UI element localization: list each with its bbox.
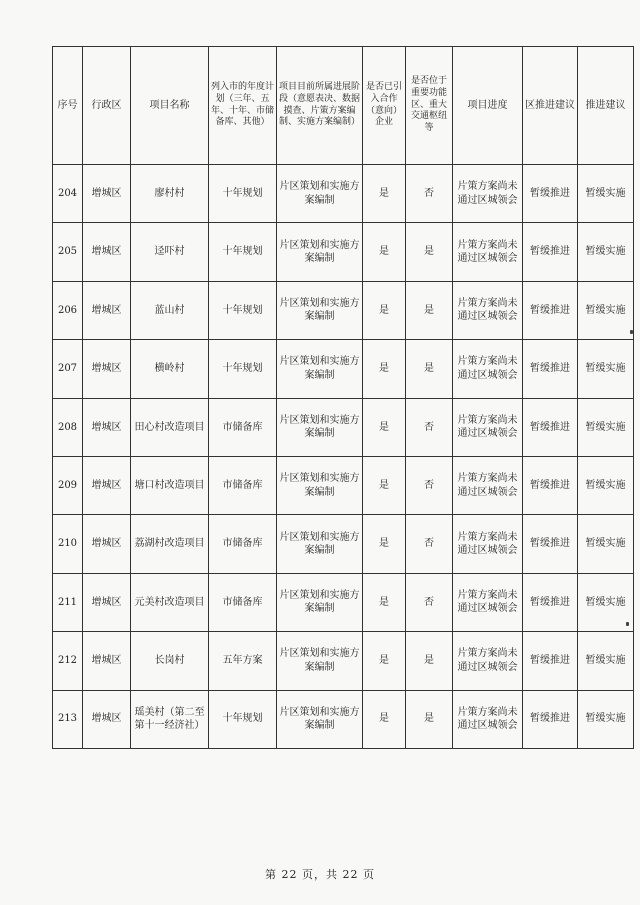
cell-name: 塘口村改造项目 (131, 456, 209, 514)
header-cooperation: 是否已引入合作（意向）企业 (363, 47, 406, 165)
cell-seq: 205 (53, 223, 83, 281)
cell-seq: 208 (53, 398, 83, 456)
header-progress: 项目进度 (453, 47, 523, 165)
cell-seq: 211 (53, 573, 83, 631)
cell-district: 增城区 (83, 398, 131, 456)
cell-district-advice: 暂缓推进 (523, 223, 578, 281)
cell-name: 元美村改造项目 (131, 573, 209, 631)
cell-stage: 片区策划和实施方案编制 (277, 456, 363, 514)
cell-cooperation: 是 (363, 690, 406, 748)
table-row (53, 456, 634, 514)
cell-district: 增城区 (83, 690, 131, 748)
table-row (53, 573, 634, 631)
page-footer: 第 22 页，共 22 页 (265, 868, 375, 881)
table-row (53, 690, 634, 748)
cell-name: 长岗村 (131, 632, 209, 690)
cell-stage: 片区策划和实施方案编制 (277, 690, 363, 748)
cell-progress: 片策方案尚未通过区城领会 (453, 165, 523, 223)
cell-key-zone: 是 (406, 340, 453, 398)
cell-district-advice: 暂缓推进 (523, 281, 578, 339)
cell-stage: 片区策划和实施方案编制 (277, 573, 363, 631)
cell-district-advice: 暂缓推进 (523, 515, 578, 573)
table-row (53, 632, 634, 690)
cell-plan: 十年规划 (209, 281, 277, 339)
cell-district: 增城区 (83, 632, 131, 690)
cell-plan: 市储备库 (209, 515, 277, 573)
cell-plan: 市储备库 (209, 456, 277, 514)
project-table (52, 46, 634, 749)
header-key-zone: 是否位于重要功能区、重大交通枢纽等 (406, 47, 453, 165)
cell-plan: 十年规划 (209, 223, 277, 281)
cell-key-zone: 否 (406, 573, 453, 631)
cell-progress: 片策方案尚未通过区城领会 (453, 281, 523, 339)
cell-cooperation: 是 (363, 632, 406, 690)
cell-district-advice: 暂缓推进 (523, 573, 578, 631)
cell-key-zone: 是 (406, 690, 453, 748)
cell-name: 蓝山村 (131, 281, 209, 339)
cell-advice: 暂缓实施 (578, 456, 634, 514)
table-row (53, 398, 634, 456)
cell-seq: 213 (53, 690, 83, 748)
cell-name: 田心村改造项目 (131, 398, 209, 456)
cell-progress: 片策方案尚未通过区城领会 (453, 515, 523, 573)
header-name: 项目名称 (131, 47, 209, 165)
cell-district-advice: 暂缓推进 (523, 690, 578, 748)
cell-district-advice: 暂缓推进 (523, 632, 578, 690)
cell-seq: 210 (53, 515, 83, 573)
cell-cooperation: 是 (363, 223, 406, 281)
cell-stage: 片区策划和实施方案编制 (277, 515, 363, 573)
cell-advice: 暂缓实施 (578, 281, 634, 339)
cell-progress: 片策方案尚未通过区城领会 (453, 340, 523, 398)
table-row (53, 340, 634, 398)
scan-speck (630, 330, 633, 334)
cell-district: 增城区 (83, 573, 131, 631)
cell-stage: 片区策划和实施方案编制 (277, 165, 363, 223)
cell-advice: 暂缓实施 (578, 398, 634, 456)
cell-cooperation: 是 (363, 281, 406, 339)
cell-district-advice: 暂缓推进 (523, 340, 578, 398)
table-row (53, 515, 634, 573)
cell-plan: 市储备库 (209, 398, 277, 456)
cell-key-zone: 否 (406, 165, 453, 223)
header-seq: 序号 (53, 47, 83, 165)
cell-district: 增城区 (83, 223, 131, 281)
table-row (53, 281, 634, 339)
header-district-advice: 区推进建议 (523, 47, 578, 165)
cell-seq: 206 (53, 281, 83, 339)
cell-plan: 十年规划 (209, 340, 277, 398)
cell-name: 瑶美村（第二至第十一经济社） (131, 690, 209, 748)
header-advice: 推进建议 (578, 47, 634, 165)
cell-progress: 片策方案尚未通过区城领会 (453, 398, 523, 456)
cell-stage: 片区策划和实施方案编制 (277, 340, 363, 398)
cell-district-advice: 暂缓推进 (523, 398, 578, 456)
cell-name: 荔湖村改造项目 (131, 515, 209, 573)
cell-cooperation: 是 (363, 165, 406, 223)
cell-progress: 片策方案尚未通过区城领会 (453, 456, 523, 514)
cell-name: 迳吓村 (131, 223, 209, 281)
cell-stage: 片区策划和实施方案编制 (277, 223, 363, 281)
cell-stage: 片区策划和实施方案编制 (277, 632, 363, 690)
cell-district: 增城区 (83, 340, 131, 398)
cell-advice: 暂缓实施 (578, 690, 634, 748)
cell-key-zone: 是 (406, 223, 453, 281)
cell-key-zone: 否 (406, 515, 453, 573)
cell-stage: 片区策划和实施方案编制 (277, 281, 363, 339)
cell-cooperation: 是 (363, 573, 406, 631)
cell-district-advice: 暂缓推进 (523, 456, 578, 514)
cell-district: 增城区 (83, 456, 131, 514)
header-stage: 项目目前所属进展阶段（意愿表决、数据摸查、片策方案编制、实施方案编制） (277, 47, 363, 165)
cell-advice: 暂缓实施 (578, 165, 634, 223)
cell-cooperation: 是 (363, 340, 406, 398)
cell-progress: 片策方案尚未通过区城领会 (453, 632, 523, 690)
cell-district: 增城区 (83, 281, 131, 339)
header-plan: 列入市的年度计划（三年、五年、十年、市储备库、其他） (209, 47, 277, 165)
cell-cooperation: 是 (363, 456, 406, 514)
cell-advice: 暂缓实施 (578, 515, 634, 573)
cell-district: 增城区 (83, 165, 131, 223)
cell-name: 横岭村 (131, 340, 209, 398)
cell-plan: 十年规划 (209, 165, 277, 223)
cell-plan: 十年规划 (209, 690, 277, 748)
table-row (53, 165, 634, 223)
cell-progress: 片策方案尚未通过区城领会 (453, 690, 523, 748)
cell-progress: 片策方案尚未通过区城领会 (453, 573, 523, 631)
cell-plan: 市储备库 (209, 573, 277, 631)
cell-advice: 暂缓实施 (578, 223, 634, 281)
cell-stage: 片区策划和实施方案编制 (277, 398, 363, 456)
cell-progress: 片策方案尚未通过区城领会 (453, 223, 523, 281)
cell-key-zone: 否 (406, 398, 453, 456)
cell-key-zone: 是 (406, 632, 453, 690)
cell-advice: 暂缓实施 (578, 340, 634, 398)
cell-key-zone: 否 (406, 456, 453, 514)
cell-district-advice: 暂缓推进 (523, 165, 578, 223)
header-district: 行政区 (83, 47, 131, 165)
cell-advice: 暂缓实施 (578, 632, 634, 690)
cell-seq: 207 (53, 340, 83, 398)
cell-district: 增城区 (83, 515, 131, 573)
table-header (53, 47, 634, 165)
scan-speck (626, 622, 629, 626)
cell-key-zone: 是 (406, 281, 453, 339)
cell-cooperation: 是 (363, 398, 406, 456)
cell-name: 廖村村 (131, 165, 209, 223)
cell-seq: 212 (53, 632, 83, 690)
table-body (53, 165, 634, 749)
cell-plan: 五年方案 (209, 632, 277, 690)
cell-advice: 暂缓实施 (578, 573, 634, 631)
cell-seq: 209 (53, 456, 83, 514)
cell-seq: 204 (53, 165, 83, 223)
cell-cooperation: 是 (363, 515, 406, 573)
table-row (53, 223, 634, 281)
